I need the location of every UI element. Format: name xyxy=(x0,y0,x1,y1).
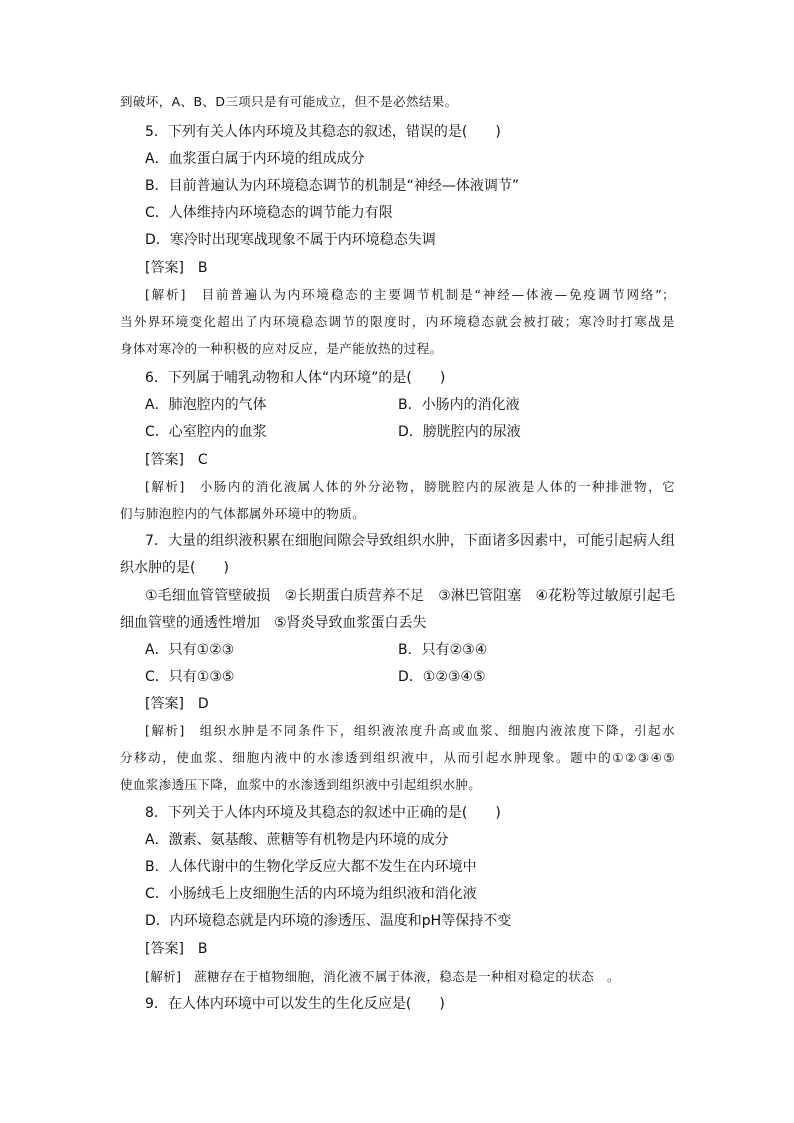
question-7-option-c: C．只有①③⑤ xyxy=(145,669,235,685)
question-7-option-d: D．①②③④⑤ xyxy=(398,669,486,685)
question-6-explanation: 们与肺泡腔内的气体都属外环境中的物质。 xyxy=(120,506,366,521)
question-7-explanation: 使血浆渗透压下降，血浆中的水渗透到组织液中引起组织水肿。 xyxy=(120,777,482,792)
question-6-option-d: D．膀胱腔内的尿液 xyxy=(398,424,521,440)
question-6-option-c: C．心室腔内的血浆 xyxy=(145,424,267,440)
question-7-option-b: B．只有②③④ xyxy=(398,642,488,658)
question-8-option-a: A．激素、氨基酸、蔗糖等有机物是内环境的成分 xyxy=(145,832,449,848)
question-5-explanation: [解析] 目前普遍认为内环境稳态的主要调节机制是“神经—体液—免疫调节网络”； xyxy=(145,287,675,302)
question-6-option-a: A．肺泡腔内的气体 xyxy=(145,397,267,413)
question-8-option-d: D．内环境稳态就是内环境的渗透压、温度和pH等保持不变 xyxy=(145,913,512,929)
question-5-explanation: 当外界环境变化超出了内环境稳态调节的限度时，内环境稳态就会被打破；寒冷时打寒战是 xyxy=(120,314,675,329)
question-8-option-b: B．人体代谢中的生物化学反应大都不发生在内环境中 xyxy=(145,859,477,875)
text-line: 到破坏，A、B、D三项只是有可能成立，但不是必然结果。 xyxy=(120,94,458,109)
question-7-stem: 织水肿的是( ) xyxy=(120,560,229,576)
question-7-factors: ①毛细血管管壁破损 ②长期蛋白质营养不足 ③淋巴管阻塞 ④花粉等过敏原引起毛 xyxy=(145,588,675,604)
question-6-option-b: B．小肠内的消化液 xyxy=(398,397,520,413)
question-8-option-c: C．小肠绒毛上皮细胞生活的内环境为组织液和消化液 xyxy=(145,886,477,902)
question-5-option-b: B．目前普遍认为内环境稳态调节的机制是“神经—体液调节” xyxy=(145,178,520,194)
question-7-explanation: [解析] 组织水肿是不同条件下，组织液浓度升高或血浆、细胞内液浓度下降，引起水 xyxy=(145,723,675,738)
question-5-option-d: D．寒冷时出现寒战现象不属于内环境稳态失调 xyxy=(145,232,436,248)
question-7-option-a: A．只有①②③ xyxy=(145,642,235,658)
question-5-explanation: 身体对寒冷的一种积极的应对反应，是产能放热的过程。 xyxy=(120,341,443,356)
question-6-stem: 6．下列属于哺乳动物和人体“内环境”的是( ) xyxy=(145,370,446,386)
question-7-answer: [答案] D xyxy=(145,696,209,712)
question-8-stem: 8．下列关于人体内环境及其稳态的叙述中正确的是( ) xyxy=(145,805,501,821)
question-9-stem: 9．在人体内环境中可以发生的生化反应是( ) xyxy=(145,996,445,1012)
question-7-explanation: 分移动，使血浆、细胞内液中的水渗透到组织液中，从而引起水肿现象。题中的①②③④⑤ xyxy=(120,750,675,765)
question-6-answer: [答案] C xyxy=(145,452,208,468)
question-7-factors: 细血管壁的通透性增加 ⑤肾炎导致血浆蛋白丢失 xyxy=(120,615,427,631)
question-5-answer: [答案] B xyxy=(145,260,208,276)
question-7-stem: 7．大量的组织液积累在细胞间隙会导致组织水肿，下面诸多因素中，可能引起病人组 xyxy=(145,533,675,549)
question-8-answer: [答案] B xyxy=(145,941,208,957)
question-5-stem: 5．下列有关人体内环境及其稳态的叙述，错误的是( ) xyxy=(145,124,501,140)
question-8-explanation: [解析] 蔗糖存在于植物细胞，消化液不属于体液，稳态是一种相对稳定的状态 。 xyxy=(145,969,620,984)
question-6-explanation: [解析] 小肠内的消化液属人体的外分泌物，膀胱腔内的尿液是人体的一种排泄物，它 xyxy=(145,479,675,494)
question-5-option-c: C．人体维持内环境稳态的调节能力有限 xyxy=(145,205,393,221)
question-5-option-a: A．血浆蛋白属于内环境的组成成分 xyxy=(145,151,365,167)
